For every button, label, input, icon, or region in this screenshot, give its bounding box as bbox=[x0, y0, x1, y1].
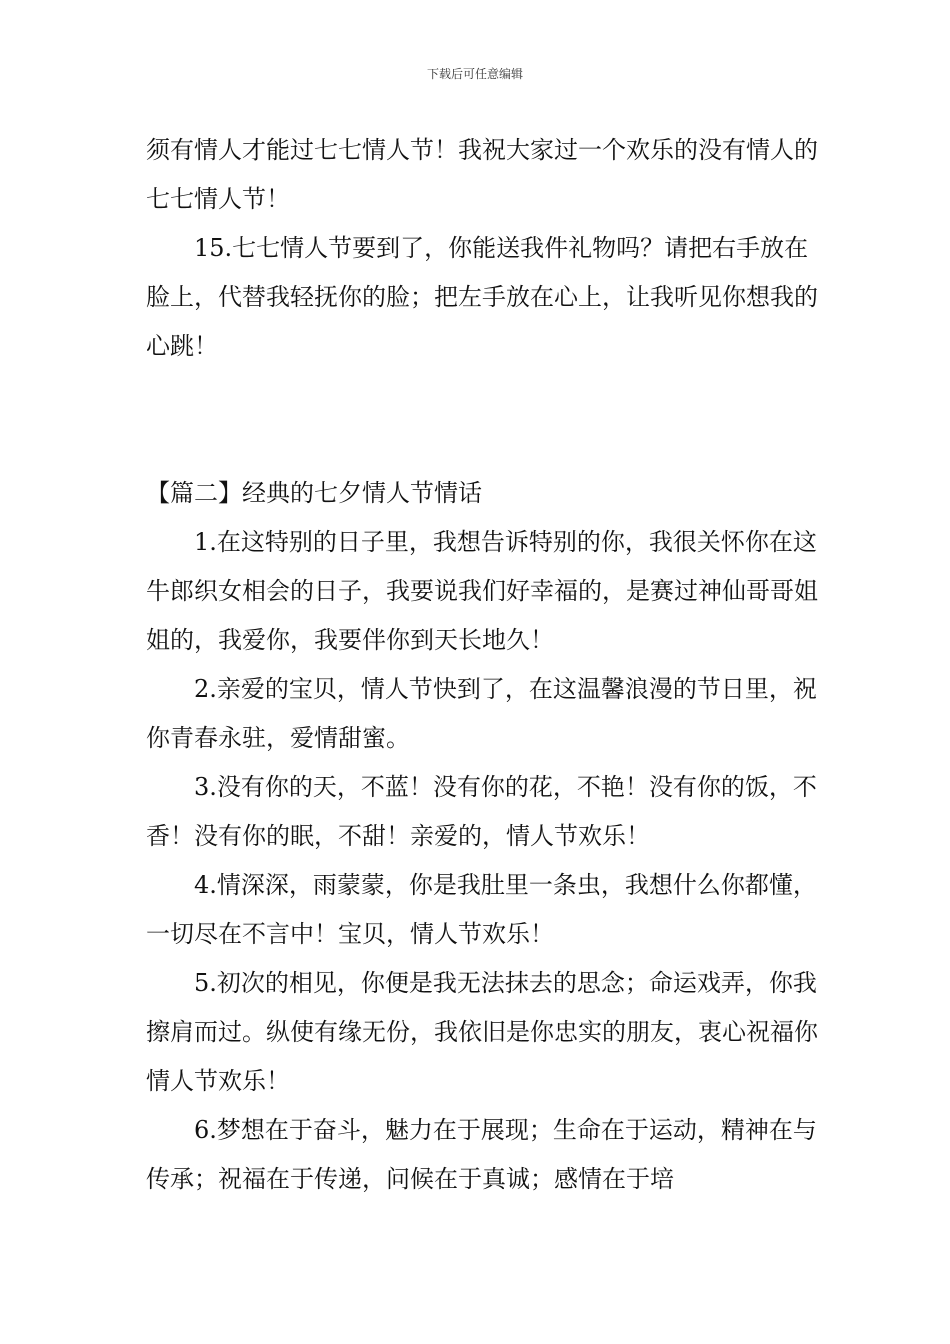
section-spacer bbox=[146, 371, 818, 469]
paragraph-item-4: 4.情深深，雨蒙蒙，你是我肚里一条虫，我想什么你都懂，一切尽在不言中！宝贝，情人节欢乐！ bbox=[146, 871, 817, 948]
page-header: 下载后可任意编辑 bbox=[426, 67, 523, 81]
paragraph-item-3: 3.没有你的天，不蓝！没有你的花，不艳！没有你的饭，不香！没有你的眠，不甜！亲爱的，情人节欢乐！ bbox=[146, 773, 817, 850]
paragraph-continued: 须有情人才能过七七情人节！我祝大家过一个欢乐的没有情人的七七情人节！ bbox=[146, 136, 818, 213]
paragraph-item-6: 6.梦想在于奋斗，魅力在于展现；生命在于运动，精神在与传承；祝福在于传递，问候在于真诚；感情在于培 bbox=[146, 1116, 817, 1193]
paragraph-item-15: 15.七七情人节要到了，你能送我件礼物吗？请把右手放在脸上，代替我轻抚你的脸；把左手放在心上，让我听见你想我的心跳！ bbox=[146, 234, 818, 360]
paragraph-item-1: 1.在这特别的日子里，我想告诉特别的你，我很关怀你在这牛郎织女相会的日子，我要说我们好幸福的，是赛过神仙哥哥姐姐的，我爱你，我要伴你到天长地久！ bbox=[146, 528, 818, 654]
paragraph-item-5: 5.初次的相见，你便是我无法抹去的思念；命运戏弄，你我擦肩而过。纵使有缘无份，我依旧是你忠实的朋友，衷心祝福你情人节欢乐！ bbox=[146, 969, 818, 1095]
section-title: 【篇二】经典的七夕情人节情话 bbox=[146, 479, 482, 507]
document-body bbox=[146, 126, 818, 1204]
paragraph-item-2: 2.亲爱的宝贝，情人节快到了，在这温馨浪漫的节日里，祝你青春永驻，爱情甜蜜。 bbox=[146, 675, 817, 752]
